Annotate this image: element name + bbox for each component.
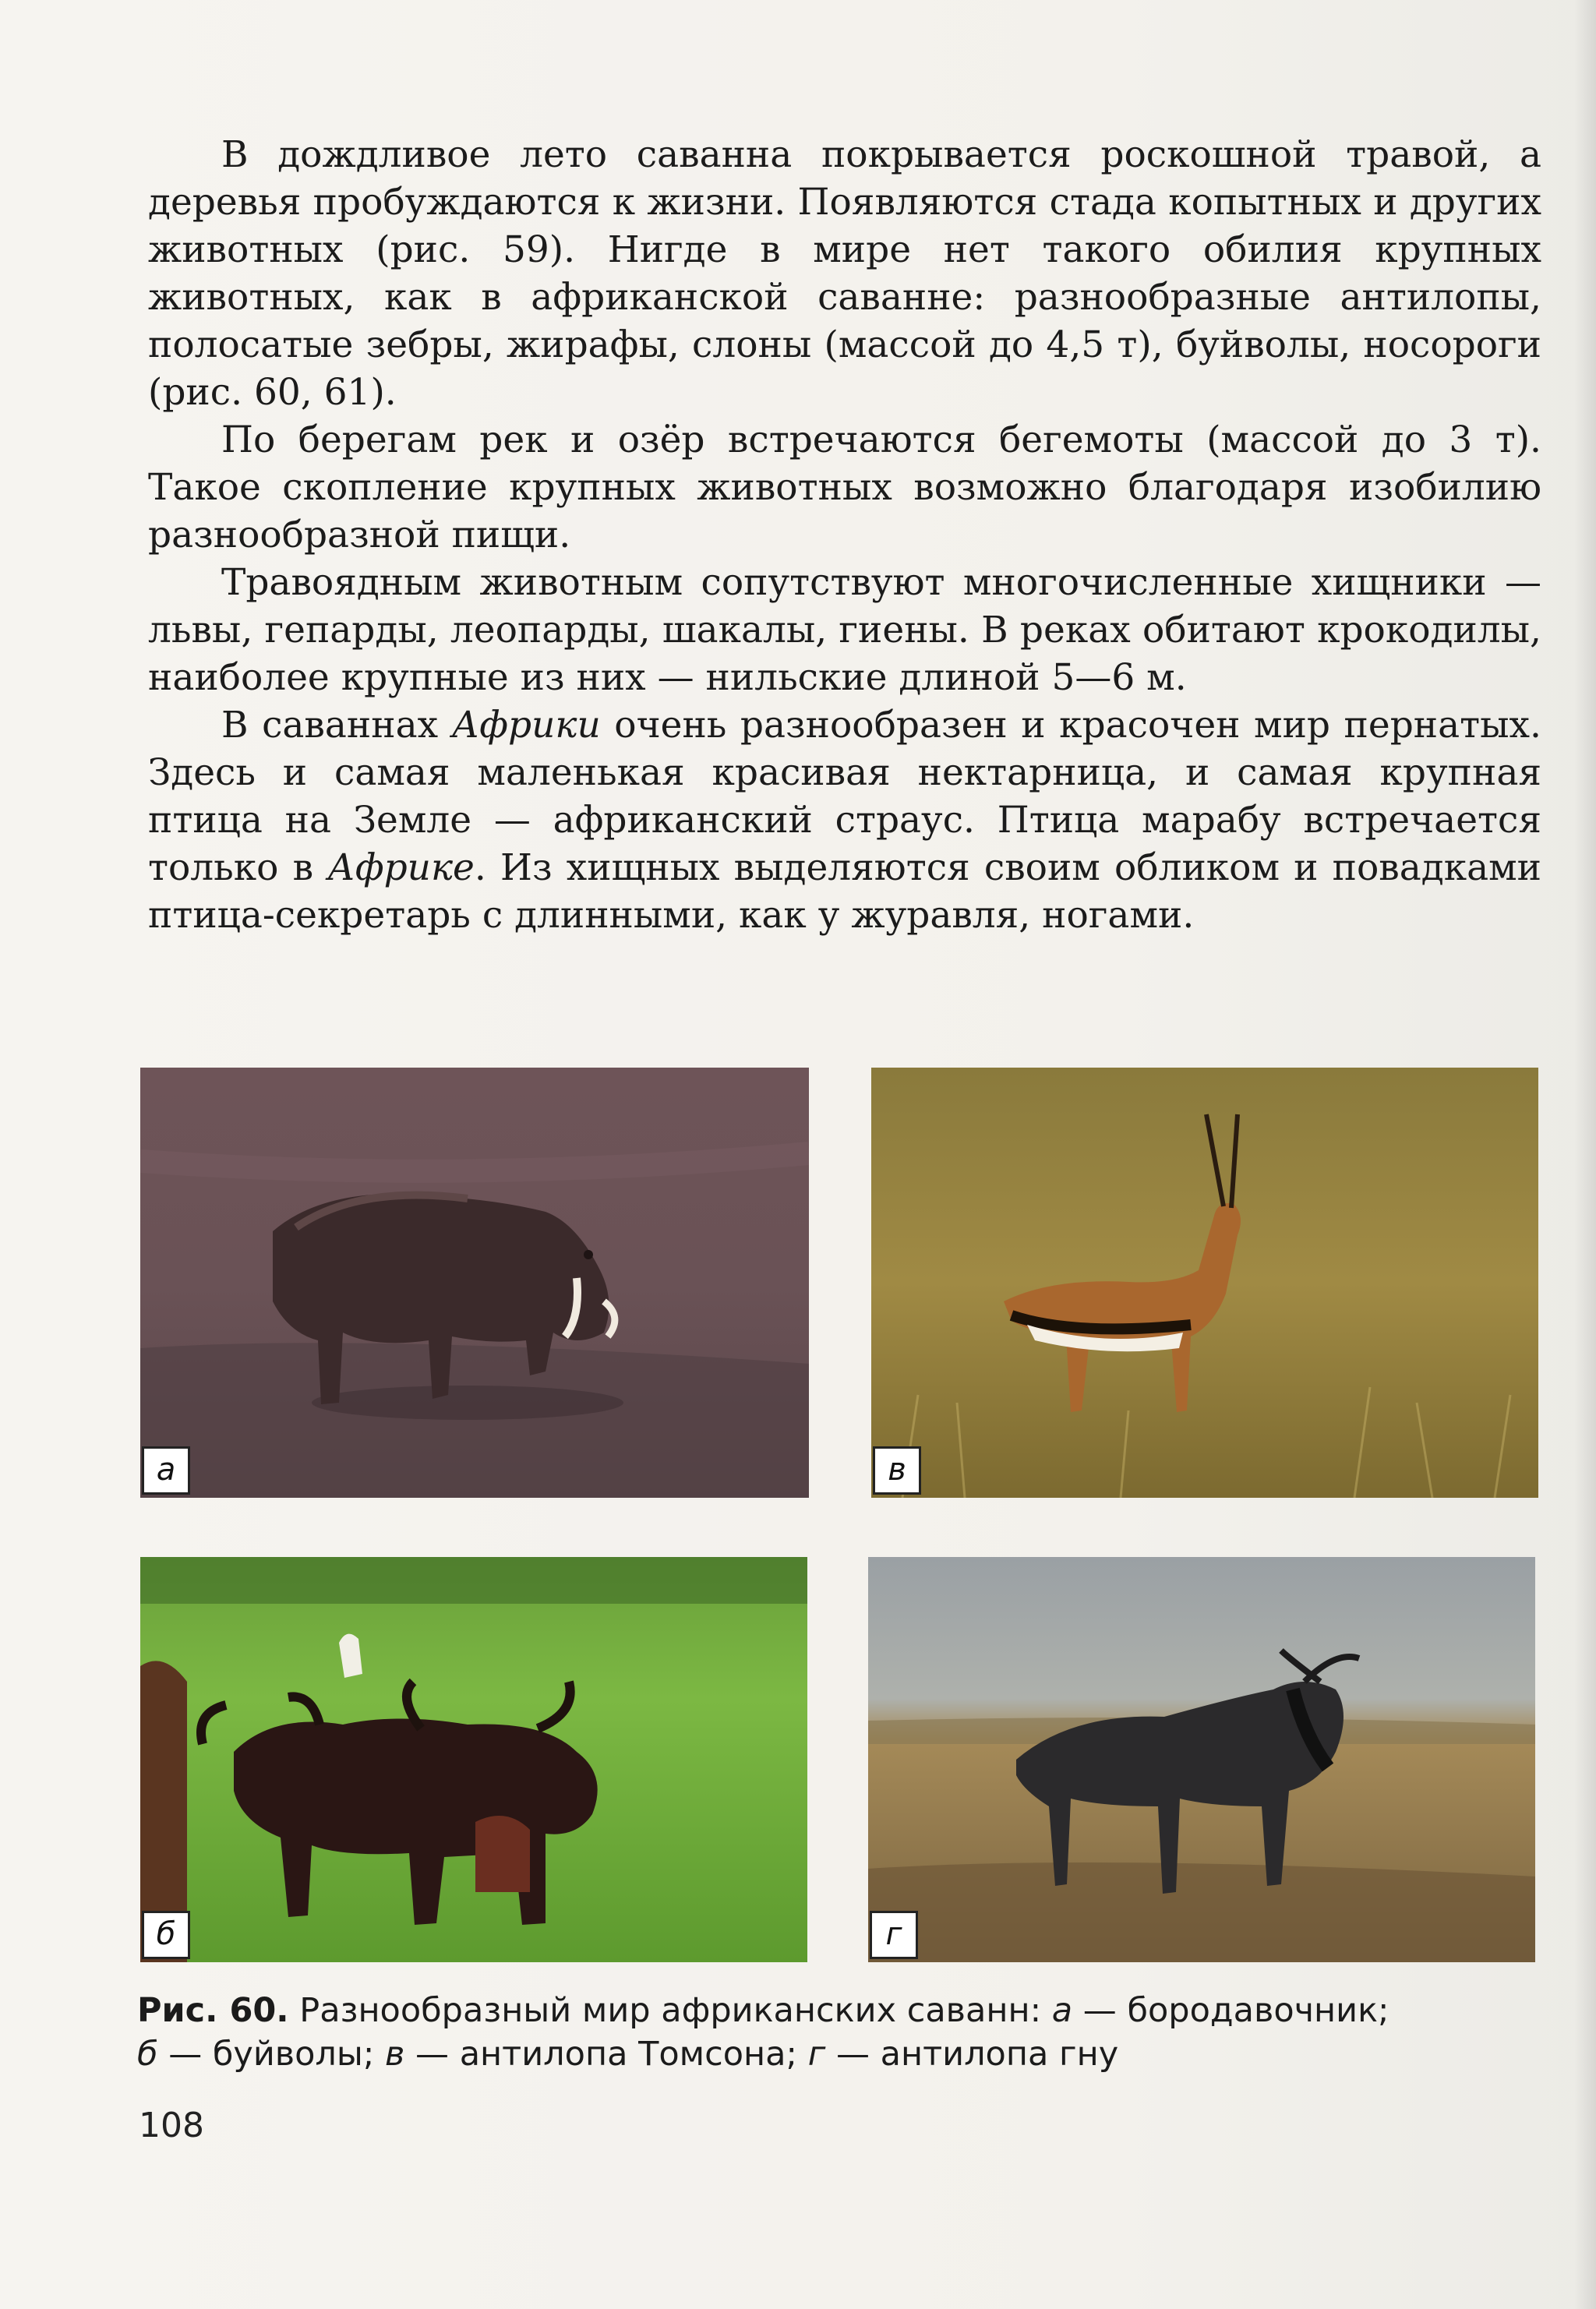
paragraph-text: Травоядным животным сопутствуют многочисленные хищники — львы, гепарды, леопарды, шакалы, гиены. В реках обитают крокодилы, наиболее крупные из них — нильские длиной 5—6 м. [148,561,1541,699]
paragraph-3 [148,559,1541,701]
photo-wildebeest [868,1557,1535,1962]
caption-text: Разнообразный мир африканских саванн: [288,1991,1052,2030]
italic-term: Африки [451,704,601,747]
gazelle-illustration [871,1068,1538,1498]
page-number: 108 [139,2106,204,2145]
photo-label: в [873,1446,921,1495]
page-edge-shadow [1574,0,1596,2309]
wildebeest-illustration [868,1557,1535,1962]
caption-text: — бородавочник; [1072,1991,1389,2030]
caption-text: — антилопа гну [825,2035,1119,2074]
paragraph-2 [148,416,1541,559]
photo-thomson-gazelle [871,1068,1538,1498]
italic-term: Африке [327,846,475,889]
paragraph-text: очень разнообразен и красочен мир пернатых. Здесь и самая маленькая красивая нектарница, и самая крупная птица на Земле — африканский страус. Птица марабу встречается только в [148,704,1541,889]
body-text [148,131,1541,939]
caption-letter: в [385,2035,405,2074]
photo-label: б [142,1911,190,1959]
paragraph-text: В дождливое лето саванна покрывается роскошной травой, а деревья пробуждаются к жизни. Появляются стада копытных и других животных (рис. 59). Нигде в мире нет такого обилия крупных животных, как в африканской саванне: разнообразные антилопы, полосатые зебры, жирафы, слоны (массой до 4,5 т), буйволы, носороги (рис. 60, 61). [148,133,1541,414]
photo-label: а [142,1446,190,1495]
paragraph-text: . Из хищных выделяются своим обликом и повадками птица-секретарь с длинными, как у журавля, ногами. [148,846,1541,937]
warthog-illustration [140,1068,809,1498]
photo-buffaloes [140,1557,807,1962]
photo-warthog [140,1068,809,1498]
caption-letter: г [807,2035,826,2074]
caption-text: — антилопа Томсона; [404,2035,808,2074]
figure-caption [137,1989,1555,2076]
paragraph-1 [148,131,1541,416]
buffaloes-illustration [140,1557,807,1962]
figure-number: Рис. 60. [137,1991,289,2030]
photo-label: г [870,1911,918,1959]
paragraph-text: В саваннах [221,704,452,747]
paragraph-4 [148,701,1541,939]
paragraph-text: По берегам рек и озёр встречаются бегемоты (массой до 3 т). Такое скопление крупных животных возможно благодаря изобилию разнообразной пищи. [148,418,1541,556]
caption-letter: а [1051,1991,1073,2030]
caption-text: — буйволы; [157,2035,386,2074]
caption-letter: б [137,2035,158,2074]
